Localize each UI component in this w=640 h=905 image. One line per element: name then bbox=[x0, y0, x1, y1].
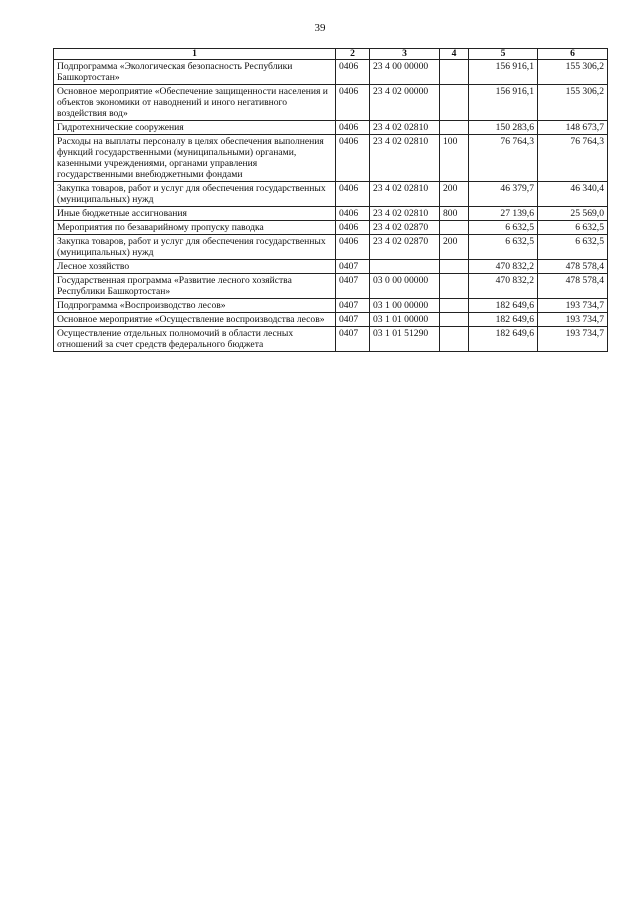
row-expense-type: 100 bbox=[440, 135, 469, 182]
table-row bbox=[54, 313, 608, 327]
row-section-code: 0407 bbox=[336, 299, 370, 313]
row-target-article: 23 4 02 02810 bbox=[370, 135, 440, 182]
row-amount-year2: 193 734,7 bbox=[538, 299, 608, 313]
row-expense-type bbox=[440, 60, 469, 85]
row-expense-type: 200 bbox=[440, 182, 469, 207]
row-amount-year1: 182 649,6 bbox=[469, 313, 538, 327]
row-section-code: 0406 bbox=[336, 60, 370, 85]
row-expense-type bbox=[440, 274, 469, 299]
row-name: Расходы на выплаты персоналу в целях обеспечения выполнения функций государственными (муниципальными) органами, казенными учреждениями, органами управления государственными внебюджетными фондами bbox=[54, 135, 336, 182]
row-amount-year1: 46 379,7 bbox=[469, 182, 538, 207]
row-expense-type: 800 bbox=[440, 207, 469, 221]
column-header: 4 bbox=[440, 49, 469, 60]
row-name: Подпрограмма «Воспроизводство лесов» bbox=[54, 299, 336, 313]
row-target-article bbox=[370, 260, 440, 274]
page-number: 39 bbox=[314, 22, 326, 34]
table-row bbox=[54, 235, 608, 260]
row-expense-type: 200 bbox=[440, 235, 469, 260]
row-target-article: 23 4 02 02810 bbox=[370, 207, 440, 221]
table-row bbox=[54, 260, 608, 274]
row-amount-year1: 156 916,1 bbox=[469, 60, 538, 85]
row-target-article: 23 4 02 02870 bbox=[370, 221, 440, 235]
row-name: Мероприятия по безаварийному пропуску паводка bbox=[54, 221, 336, 235]
row-name: Гидротехнические сооружения bbox=[54, 121, 336, 135]
table-row bbox=[54, 85, 608, 121]
row-amount-year2: 155 306,2 bbox=[538, 60, 608, 85]
row-amount-year1: 156 916,1 bbox=[469, 85, 538, 121]
table-row bbox=[54, 221, 608, 235]
row-section-code: 0406 bbox=[336, 182, 370, 207]
column-header: 1 bbox=[54, 49, 336, 60]
row-amount-year2: 6 632,5 bbox=[538, 221, 608, 235]
row-amount-year2: 6 632,5 bbox=[538, 235, 608, 260]
row-amount-year2: 478 578,4 bbox=[538, 274, 608, 299]
row-section-code: 0406 bbox=[336, 235, 370, 260]
row-amount-year1: 6 632,5 bbox=[469, 221, 538, 235]
row-section-code: 0407 bbox=[336, 313, 370, 327]
row-amount-year1: 470 832,2 bbox=[469, 260, 538, 274]
column-header: 5 bbox=[469, 49, 538, 60]
row-amount-year2: 25 569,0 bbox=[538, 207, 608, 221]
row-expense-type bbox=[440, 313, 469, 327]
budget-table bbox=[53, 48, 608, 352]
row-target-article: 03 1 01 51290 bbox=[370, 327, 440, 352]
row-name: Осуществление отдельных полномочий в области лесных отношений за счет средств федерального бюджета bbox=[54, 327, 336, 352]
row-expense-type bbox=[440, 121, 469, 135]
table-body bbox=[54, 60, 608, 352]
row-target-article: 23 4 02 02870 bbox=[370, 235, 440, 260]
row-target-article: 23 4 02 00000 bbox=[370, 85, 440, 121]
row-amount-year2: 155 306,2 bbox=[538, 85, 608, 121]
row-section-code: 0406 bbox=[336, 85, 370, 121]
row-name: Лесное хозяйство bbox=[54, 260, 336, 274]
row-section-code: 0406 bbox=[336, 207, 370, 221]
row-section-code: 0407 bbox=[336, 260, 370, 274]
row-target-article: 03 0 00 00000 bbox=[370, 274, 440, 299]
table-row bbox=[54, 121, 608, 135]
row-name: Государственная программа «Развитие лесного хозяйства Республики Башкортостан» bbox=[54, 274, 336, 299]
row-amount-year2: 193 734,7 bbox=[538, 313, 608, 327]
row-amount-year1: 182 649,6 bbox=[469, 299, 538, 313]
row-expense-type bbox=[440, 260, 469, 274]
row-amount-year2: 148 673,7 bbox=[538, 121, 608, 135]
row-expense-type bbox=[440, 327, 469, 352]
row-amount-year2: 478 578,4 bbox=[538, 260, 608, 274]
row-amount-year1: 6 632,5 bbox=[469, 235, 538, 260]
row-name: Подпрограмма «Экологическая безопасность Республики Башкортостан» bbox=[54, 60, 336, 85]
table-header-row bbox=[54, 49, 608, 60]
column-header: 2 bbox=[336, 49, 370, 60]
row-section-code: 0407 bbox=[336, 274, 370, 299]
row-amount-year2: 76 764,3 bbox=[538, 135, 608, 182]
table-row bbox=[54, 207, 608, 221]
row-amount-year1: 470 832,2 bbox=[469, 274, 538, 299]
row-target-article: 23 4 00 00000 bbox=[370, 60, 440, 85]
row-amount-year1: 182 649,6 bbox=[469, 327, 538, 352]
table-row bbox=[54, 60, 608, 85]
row-amount-year2: 46 340,4 bbox=[538, 182, 608, 207]
row-amount-year1: 27 139,6 bbox=[469, 207, 538, 221]
row-section-code: 0407 bbox=[336, 327, 370, 352]
table-row bbox=[54, 135, 608, 182]
row-target-article: 03 1 01 00000 bbox=[370, 313, 440, 327]
table-row bbox=[54, 327, 608, 352]
row-name: Закупка товаров, работ и услуг для обеспечения государственных (муниципальных) нужд bbox=[54, 182, 336, 207]
row-section-code: 0406 bbox=[336, 221, 370, 235]
row-name: Закупка товаров, работ и услуг для обеспечения государственных (муниципальных) нужд bbox=[54, 235, 336, 260]
table-row bbox=[54, 182, 608, 207]
table-row bbox=[54, 299, 608, 313]
row-section-code: 0406 bbox=[336, 121, 370, 135]
row-amount-year1: 76 764,3 bbox=[469, 135, 538, 182]
row-target-article: 23 4 02 02810 bbox=[370, 182, 440, 207]
column-header: 3 bbox=[370, 49, 440, 60]
table-row bbox=[54, 274, 608, 299]
row-expense-type bbox=[440, 85, 469, 121]
row-expense-type bbox=[440, 299, 469, 313]
row-name: Основное мероприятие «Осуществление воспроизводства лесов» bbox=[54, 313, 336, 327]
row-target-article: 23 4 02 02810 bbox=[370, 121, 440, 135]
row-expense-type bbox=[440, 221, 469, 235]
row-section-code: 0406 bbox=[336, 135, 370, 182]
row-amount-year1: 150 283,6 bbox=[469, 121, 538, 135]
row-amount-year2: 193 734,7 bbox=[538, 327, 608, 352]
row-target-article: 03 1 00 00000 bbox=[370, 299, 440, 313]
column-header: 6 bbox=[538, 49, 608, 60]
row-name: Основное мероприятие «Обеспечение защищенности населения и объектов экономики от наводнений и иного негативного воздействия вод» bbox=[54, 85, 336, 121]
row-name: Иные бюджетные ассигнования bbox=[54, 207, 336, 221]
